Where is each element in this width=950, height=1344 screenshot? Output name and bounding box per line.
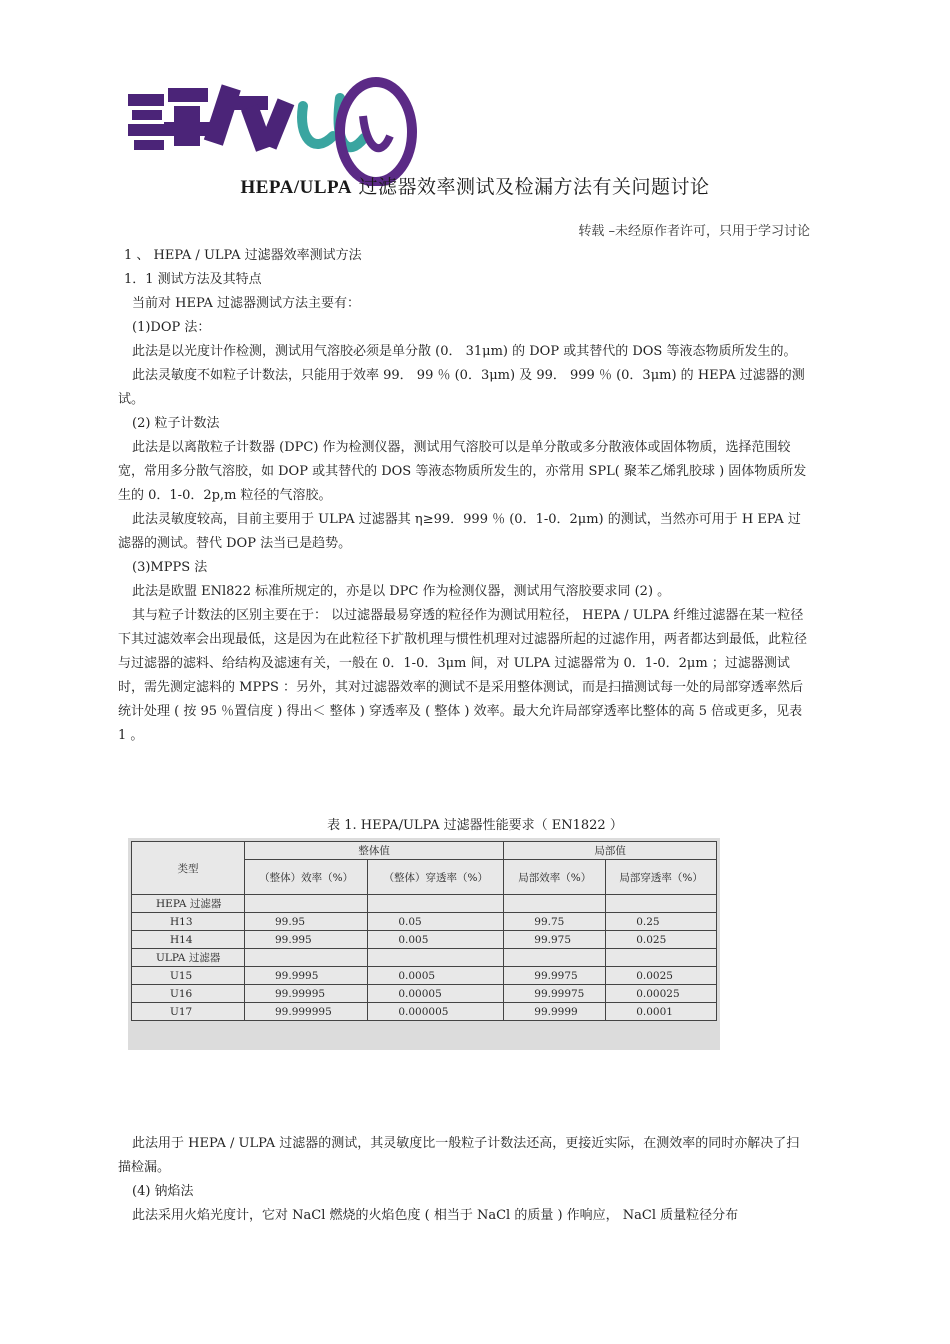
method-heading: (2) 粒子计数法 — [132, 416, 220, 431]
value-cell: 99.9999 — [504, 1003, 606, 1021]
paragraph: 此法灵敏度不如粒子计数法，只能用于效率 99． 99 ％ (0．3μm) 及 99． 999 ％ (0．3μm) 的 HEPA 过滤器的测试。 — [118, 368, 805, 407]
table-image — [128, 838, 720, 1050]
paragraph: 此法是以离散粒子计数器 (DPC) 作为检测仪器，测试用气溶胶可以是单分散或多分散液体或固体物质，选择范围较宽，常用多分散气溶胶，如 DOP 或其替代的 DOS 等液态物质所发生的，亦常用 SPL( 聚苯乙烯乳胶球 ) 固体物质所发生的 0．1-0．2p,m 粒径的气溶胶。 — [118, 440, 807, 503]
title-chinese: 过滤器效率测试及检漏方法有关问题讨论 — [351, 176, 710, 198]
header-overall-penetration: （整体）穿透率（%） — [368, 860, 504, 895]
value-cell: 0.005 — [368, 931, 504, 949]
title-latin: HEPA/ULPA — [240, 177, 352, 198]
value-cell: 99.999995 — [245, 1003, 368, 1021]
value-cell: 99.95 — [245, 913, 368, 931]
header-local-efficiency: 局部效率（%） — [504, 860, 606, 895]
value-cell: 0.000005 — [368, 1003, 504, 1021]
table-row — [132, 985, 717, 1003]
performance-table — [131, 841, 717, 1021]
paragraph: 此法是以光度计作检测，测试用气溶胶必须是单分散 (0． 31μm) 的 DOP 或其替代的 DOS 等液态物质所发生的。 — [132, 344, 797, 359]
table-group-row — [132, 949, 717, 967]
group-label: HEPA 过滤器 — [132, 895, 245, 913]
value-cell: 99.75 — [504, 913, 606, 931]
class-cell: U15 — [132, 967, 245, 985]
table-caption: 表 1. HEPA/ULPA 过滤器性能要求（ EN1822 ） — [327, 818, 623, 833]
header-type: 类型 — [132, 842, 245, 895]
table-group-row — [132, 895, 717, 913]
value-cell: 99.9995 — [245, 967, 368, 985]
table-row — [132, 931, 717, 949]
paragraph: 此法用于 HEPA / ULPA 过滤器的测试，其灵敏度比一般粒子计数法还高，更接近实际，在测效率的同时亦解决了扫描检漏。 — [118, 1136, 800, 1175]
body-text-continued — [118, 1132, 808, 1228]
group-label: ULPA 过滤器 — [132, 949, 245, 967]
value-cell: 99.9975 — [504, 967, 606, 985]
value-cell: 0.00005 — [368, 985, 504, 1003]
value-cell: 0.05 — [368, 913, 504, 931]
value-cell: 0.0025 — [606, 967, 717, 985]
repost-note: 转载 –未经原作者许可，只用于学习讨论 — [578, 224, 810, 239]
header-local-penetration: 局部穿透率（%） — [606, 860, 717, 895]
value-cell: 99.975 — [504, 931, 606, 949]
header-overall: 整体值 — [245, 842, 504, 860]
body-text — [118, 244, 808, 748]
logo — [128, 76, 428, 186]
method-heading: (1)DOP 法： — [132, 320, 211, 335]
class-cell: U16 — [132, 985, 245, 1003]
header-local: 局部值 — [504, 842, 717, 860]
paragraph: 此法采用火焰光度计，它对 NaCl 燃烧的火焰色度 ( 相当于 NaCl 的质量 ) 作响应， NaCl 质量粒径分布 — [132, 1208, 739, 1223]
value-cell: 0.0001 — [606, 1003, 717, 1021]
value-cell: 0.25 — [606, 913, 717, 931]
document-title — [0, 172, 950, 199]
paragraph: 其与粒子计数法的区别主要在于： 以过滤器最易穿透的粒径作为测试用粒径， HEPA / ULPA 纤维过滤器在某一粒径下其过滤效率会出现最低，这是因为在此粒径下扩散机理与惯性机理对过滤器所起的过滤作用，两者都达到最低，此粒径与过滤器的滤料、给结构及滤速有关，一般在 0．1-0．3μm 间，对 ULPA 过滤器常为 0．1-0．2μm ；过滤器测试时，需先测定滤料的 MPPS ：另外，其对过滤器效率的测试不是采用整体测试，而是扫描测试每一处的局部穿透率然后统计处理 ( 按 95 ％置信度 ) 得出＜ 整体 ) 穿透率及 ( 整体 ) 效率。最大允许局部穿透率比整体的高 5 倍或更多，见表 1 。 — [118, 608, 808, 743]
table-row — [132, 1003, 717, 1021]
method-heading: (4) 钠焰法 — [132, 1184, 194, 1199]
header-overall-efficiency: （整体）效率（%） — [245, 860, 368, 895]
section-heading: 1 、 HEPA / ULPA 过滤器效率测试方法 — [124, 248, 362, 263]
value-cell: 0.025 — [606, 931, 717, 949]
value-cell: 99.995 — [245, 931, 368, 949]
value-cell: 0.0005 — [368, 967, 504, 985]
paragraph: 此法灵敏度较高，目前主要用于 ULPA 过滤器其 η≥99．999 ％ (0．1-0．2μm) 的测试，当然亦可用于 H EPA 过滤器的测试。替代 DOP 法当已是趋势。 — [118, 512, 801, 551]
subsection-heading: 1．1 测试方法及其特点 — [124, 272, 262, 287]
value-cell: 99.99975 — [504, 985, 606, 1003]
class-cell: U17 — [132, 1003, 245, 1021]
table-row — [132, 967, 717, 985]
class-cell: H14 — [132, 931, 245, 949]
table-row — [132, 913, 717, 931]
value-cell: 99.99995 — [245, 985, 368, 1003]
method-heading: (3)MPPS 法 — [132, 560, 208, 575]
paragraph: 此法是欧盟 ENl822 标准所规定的，亦是以 DPC 作为检测仪器，测试用气溶胶要求同 (2) 。 — [132, 584, 671, 599]
class-cell: H13 — [132, 913, 245, 931]
paragraph: 当前对 HEPA 过滤器测试方法主要有： — [132, 296, 361, 311]
value-cell: 0.00025 — [606, 985, 717, 1003]
